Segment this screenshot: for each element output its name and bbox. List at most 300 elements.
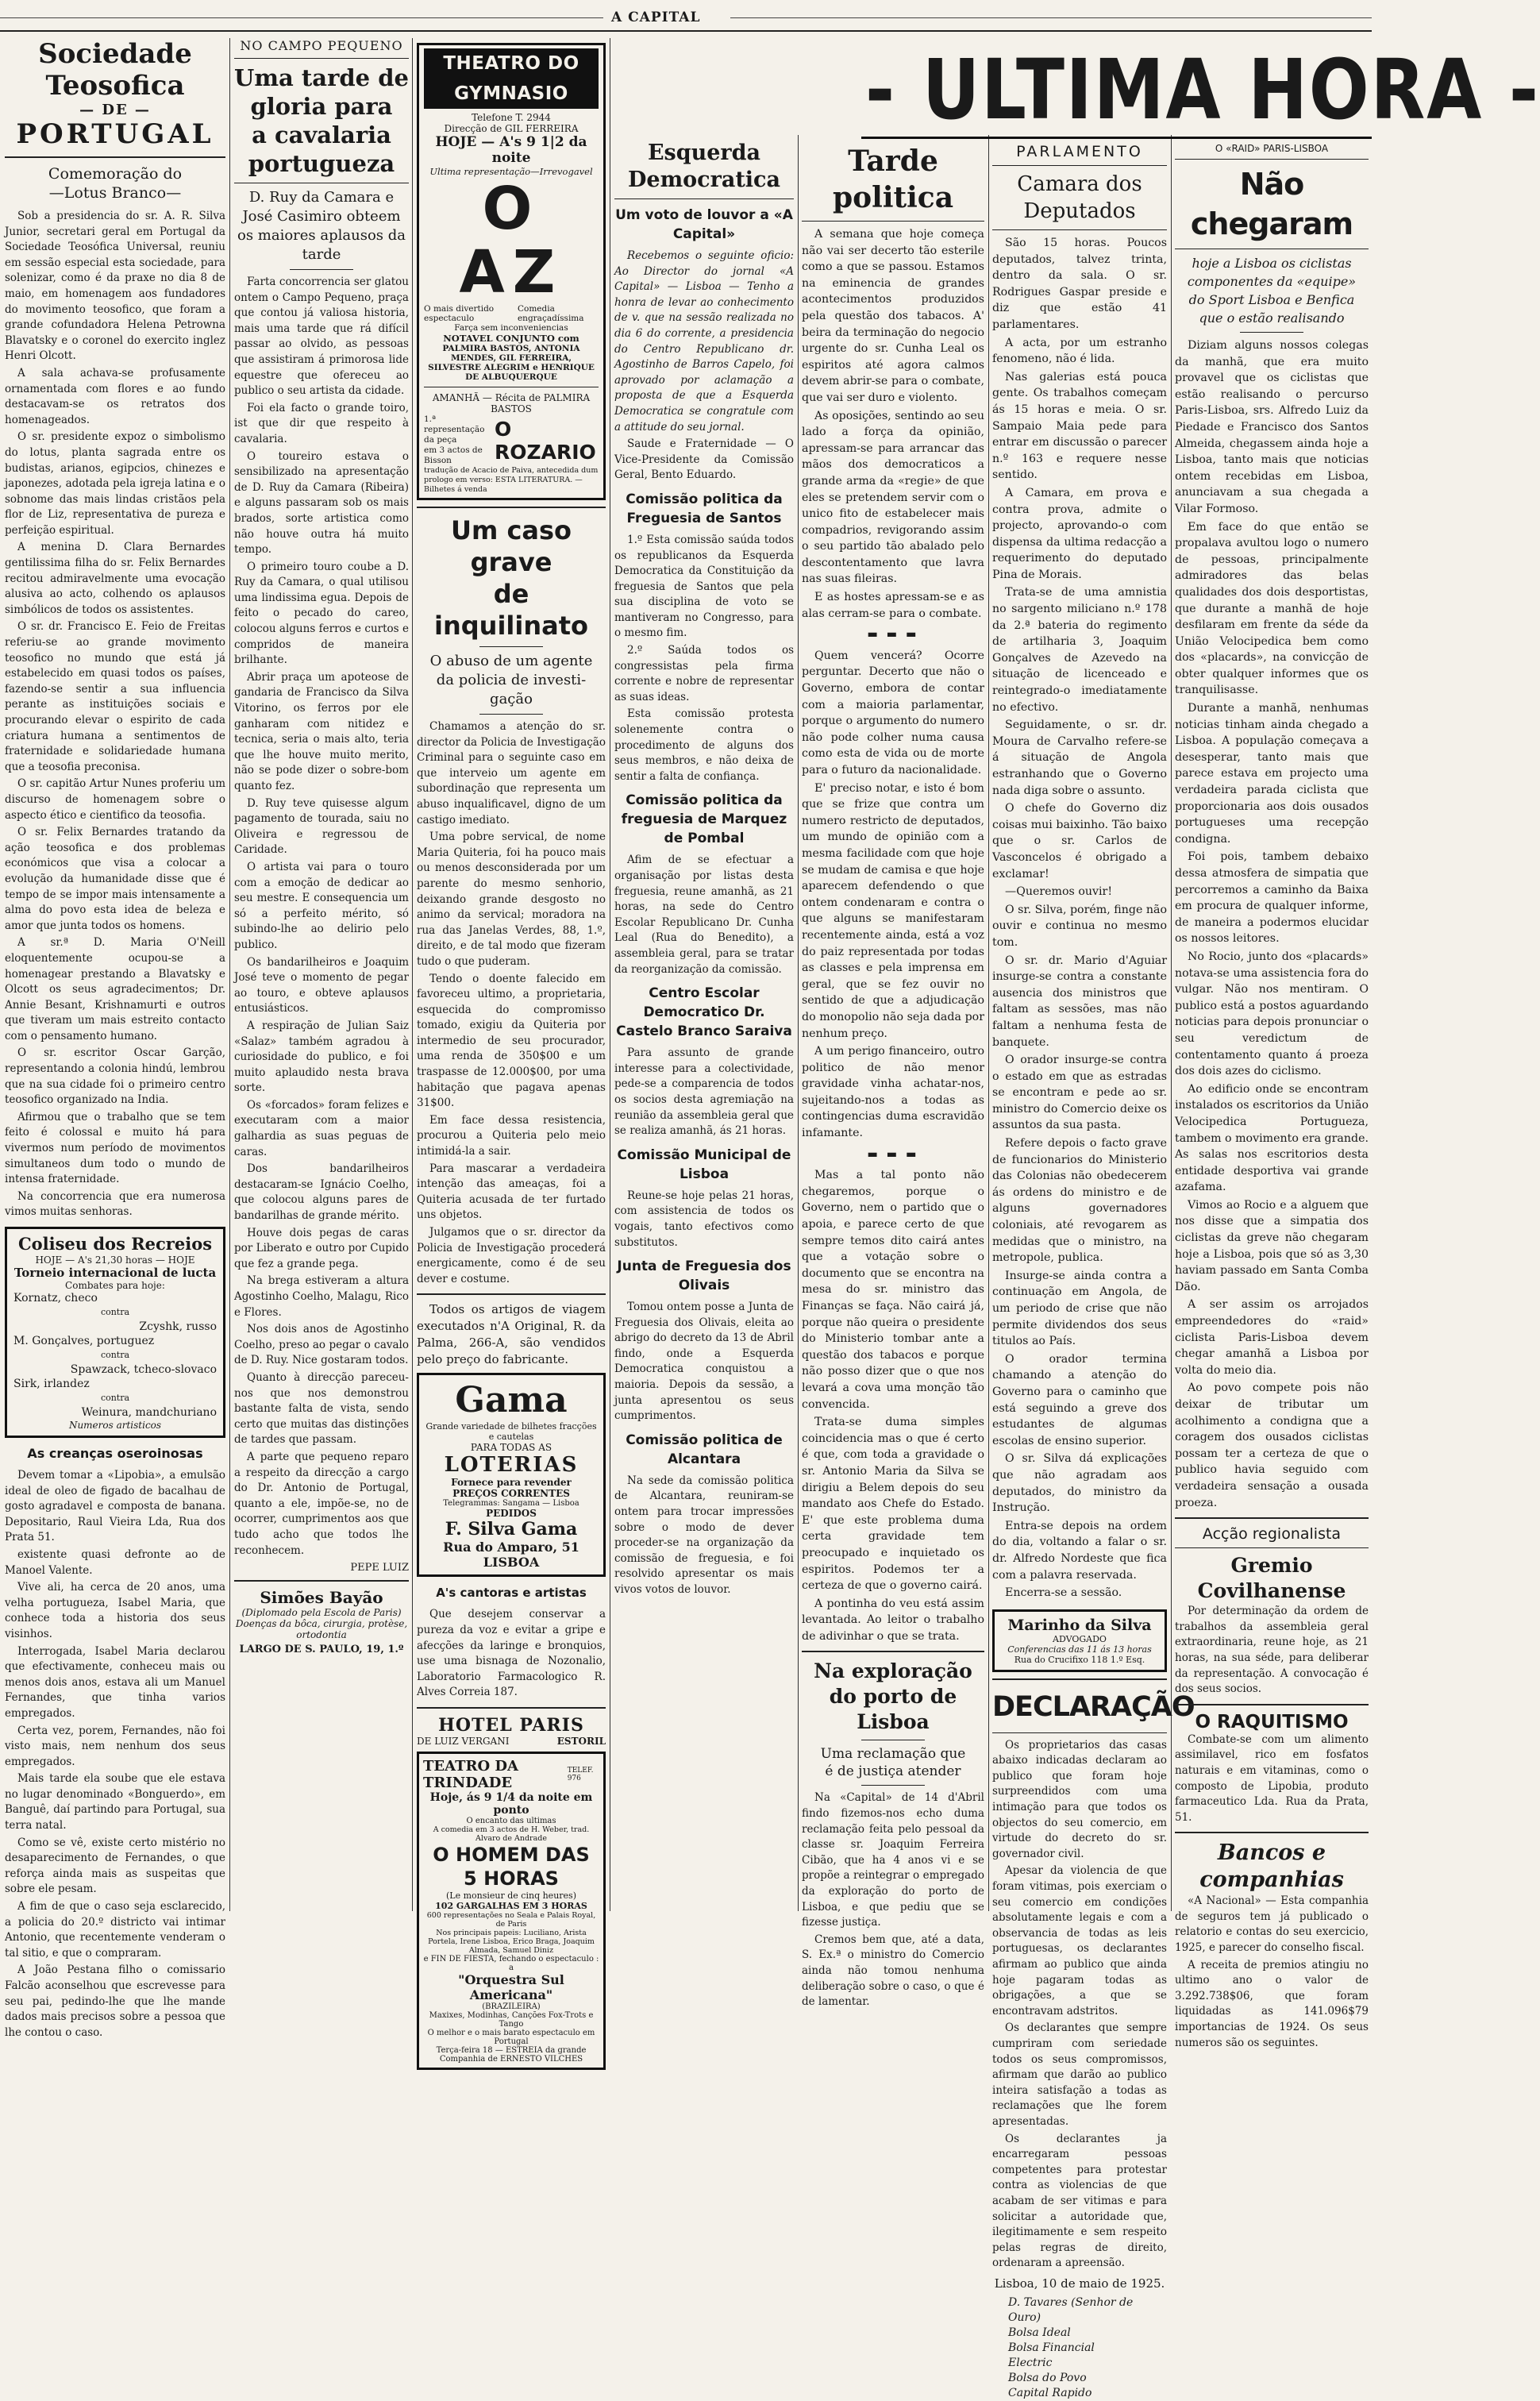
paragraph: A sr.ª D. Maria O'Neill eloquentemente ocupou-se a homenagear prestando a Blavatsky e Olcott os seus agradecimentos; Dr. Annie Besant, Krishnamurti e outros que tiveram um mais estreito contacto com o pensamento humano.	[5, 936, 225, 1042]
gama-line: Fornece para revender	[451, 1477, 572, 1489]
paragraph: O sr. dr. Francisco E. Feio de Freitas referiu-se ao grande movimento teosofico no mundo que está já estabelecido em quasi todos os países, fazendo-se sentir a sua influencia perante as instituições sociais e procurando elevar o espirito de cada criatura humana a sentimentos de fraternidade e solidariedade humana que a teosofia preconisa.	[5, 620, 225, 773]
trindade-det: e FIN DE FIESTA, fechando o espectaculo : a	[423, 1954, 599, 1972]
divider	[234, 1580, 409, 1582]
paragraph: Vive ali, ha cerca de 20 anos, uma velha portugueza, Isabel Maria, que conhece toda a historia dos seus visinhos.	[5, 1581, 225, 1640]
bout-line: Weinura, mandchuriano	[81, 1406, 217, 1419]
paragraph: Na concorrencia que era numerosa vimos muitas senhoras.	[5, 1189, 225, 1219]
paragraph: A João Pestana filho o comissario Falcão aconselhou que escrevesse para seu pai, pedindo-lhe que lhe mande dados mais precisos sobre a pessoa que lhe contou o caso.	[5, 1964, 225, 2039]
article-teosofica	[5, 209, 225, 1220]
hotel-title: HOTEL PARIS	[438, 1714, 584, 1736]
paragraph: Dos bandarilheiros destacaram-se Ignácio Coelho, que colocou alguns pares de bandarilhas de grande mérito.	[234, 1162, 409, 1223]
paragraph: 1.º Esta comissão saúda todos os republicanos da Esquerda Democratica da Constituição da freguesia de Santos que pela sua disciplina de voto se mantiveram no Congresso, para o mesmo fim.	[614, 533, 794, 640]
headline-olivais: Junta de Freguesia dos Olivais	[617, 1258, 791, 1294]
gymnasio-last: Ultima representação—Irrevogavel	[429, 166, 593, 177]
separator: ▬ ▬ ▬	[867, 1147, 919, 1161]
paragraph: Durante a manhã, nenhumas noticias tinham ainda chegado a Lisboa. A população começava a desesperar, tanto mais que parece estava em projecto uma verdadeira parada ciclista que proporcionaria aos dois ousados portugueses uma recepção condigna.	[1175, 702, 1369, 846]
divider	[614, 198, 794, 199]
paragraph: Houve dois pegas de caras por Liberato e outro por Cupido que fez a grande pega.	[234, 1226, 409, 1270]
paragraph: Os declarantes ja encarregaram pessoas competentes para protestar contra as violencias de que acabam de ser vitimas e para solicitar a autoridade que, ilegitimamente e sem respeito pelas regras de direito, ordenaram a apreensão.	[992, 2132, 1167, 2270]
gama-title: Gama	[455, 1380, 568, 1421]
headline-creancas: As creanças oseroinosas	[27, 1446, 203, 1461]
divider	[992, 165, 1167, 166]
bout-line: contra	[100, 1393, 130, 1403]
trindade-sub: O encanto das ultimas	[466, 1816, 556, 1825]
deck-porto	[802, 1745, 984, 1780]
deck-line: Uma reclamação que	[820, 1746, 966, 1763]
gama-line: F. Silva Gama	[445, 1519, 578, 1540]
deck-line: gação	[490, 691, 533, 707]
paragraph: A sala achava-se profusamente ornamentada com flores e ao fundo destacavam-se os retratos dos homenageados.	[5, 366, 225, 426]
signature-line: Bolsa Financial	[1008, 2341, 1095, 2354]
paragraph: —Queremos ouvir!	[1005, 885, 1113, 899]
bout-line: contra	[100, 1307, 130, 1317]
paragraph: existente quasi defronte ao de Manoel Valente.	[5, 1547, 225, 1577]
paragraph: Trata-se de uma amnistia no sargento miliciano n.º 178 da 2.ª bateria do regimento de artilharia 3, Joaquim Gonçalves de Azevedo na situação de licenceado e reintegrado-o imediatamente no efectivo.	[992, 586, 1167, 714]
bout-line: Kornatz, checo	[13, 1292, 98, 1305]
paragraph: A receita de premios atingiu no ultimo ano o valor de 3.292.738$06, que foram liquidadas as 141.096$79 importancias de 1924. Os seus numeros são os seguintes.	[1175, 1958, 1369, 2049]
subhead-lotus: —Lotus Branco—	[48, 184, 182, 202]
paragraph: Esta comissão protesta solenemente contra o procedimento de alguns dos seus membros, e não deixa de sentir a falta de confiança.	[614, 707, 794, 783]
column-rule	[412, 38, 413, 1911]
coliseu-line: Combates para hoje:	[65, 1280, 165, 1291]
headline-caso	[417, 514, 606, 642]
paragraph: Interrogada, Isabel Maria declarou que efectivamente, conheceu mais ou menos dois anos, estava ali um Manuel Fernandes, que tinha varios empregados.	[5, 1644, 225, 1720]
paragraph: Trata-se duma simples coincidencia mas o que é certo é que, com toda a gravidade o sr. Antonio Maria da Silva se dirigiu a Belem depois do seu mandato aos Chefe do Estado. E' que este problema duma certa gravidade tem preocupado e inquietado os espiritos. Podemos ter a certeza de que o governo cairá.	[802, 1416, 984, 1593]
kicker-accao: Acção regionalista	[1202, 1525, 1342, 1544]
coliseu-title: Coliseu dos Recreios	[17, 1234, 213, 1254]
paragraph: Certa vez, porem, Fernandes, não foi visto mais, nem nenhum dos seus empregados.	[5, 1724, 225, 1768]
paragraph: Nas galerias está pouca gente. Os trabalhos começam ás 15 horas e meia. O sr. Sampaio Maia pede para entrar em discussão o parecer n.º 163 e requere nesse sentido.	[992, 370, 1167, 482]
deck-line: é de justiça atender	[825, 1763, 961, 1780]
divider	[417, 1293, 606, 1295]
column-rule	[798, 135, 799, 1911]
paragraph: Foi ela facto o grande toiro, ist que dir que respeito à cavalaria.	[234, 401, 409, 445]
paragraph: Farta concorrencia ser glatou ontem o Campo Pequeno, praça que contou já valiosa historia, mais uma tarde que rá difícil passar ao olvido, as pessoas que assistiram á primorosa lide equestre que ofereceu ao publico o seu artista da cidade.	[234, 276, 409, 398]
ad-trindade	[417, 1752, 606, 2070]
divider	[1175, 1704, 1369, 1705]
deck-line: da policia de investi-	[436, 672, 587, 688]
ad-viagem	[417, 1301, 606, 1368]
deck-caso	[417, 652, 606, 709]
paragraph: Os bandarilheiros e Joaquim José teve o momento de pegar ao touro, e obteve aplausos entusiásticos.	[234, 955, 409, 1016]
article-caso	[417, 719, 606, 1287]
headline-voto: Um voto de louvor a «A Capital»	[615, 207, 793, 242]
gymnasio-prem	[424, 414, 490, 466]
gama-line: PARA TODAS AS	[470, 1442, 552, 1454]
divider	[1175, 1832, 1369, 1833]
gymnasio-today: HOJE — A's 9 1|2 da noite	[435, 134, 587, 166]
hotel-sub-row	[417, 1736, 606, 1747]
column-7	[1175, 143, 1369, 2049]
paragraph: Apesar da violencia de que foram vitimas, pois exerciam o seu comercio em condições absolutamente legais e com a observancia de todas as leis portuguesas, os declarantes afirmam ao publico que ainda hoje pagaram todas as obrigações, a que se encontravam adstritos.	[992, 1864, 1167, 2018]
coliseu-line: Torneio internacional de lucta	[13, 1266, 217, 1280]
ultima-hora-banner: - ULTIMA HORA -	[865, 41, 1540, 138]
trindade-title: TEATRO DA TRINDADE	[423, 1757, 518, 1791]
paragraph: No Rocio, junto dos «placards» notava-se uma assistencia fora do vulgar. Não nos mentiram. O publico está a postos aguardando noticias para depois pronunciar o seu veredictum de contentamento quanto á proeza dos dois azes do ciclismo.	[1175, 950, 1369, 1078]
headline-raquitismo: O RAQUITISMO	[1195, 1711, 1349, 1732]
trindade-today: Hoje, ás 9 1/4 da noite em ponto	[429, 1790, 593, 1817]
signature-line: Bolsa Ideal	[1008, 2326, 1071, 2339]
gama-line: Grande variedade de bilhetes fracções e cautelas	[425, 1421, 597, 1443]
paragraph: Em face dessa resistencia, procurou a Quiteria pelo meio intimidá-la a sair.	[417, 1113, 606, 1158]
trindade-det: Maxixes, Modinhas, Canções Fox-Trots e Tango	[429, 2010, 594, 2029]
paragraph: A um perigo financeiro, outro politico de não menor gravidade vinha achatar-nos, sujeitando-nos a todas as contingencias duma escravidão infamante.	[802, 1045, 984, 1140]
gama-line: LISBOA	[483, 1555, 540, 1570]
paragraph: O sr. escritor Oscar Garção, representando a colonia hindú, lembrou que na sua cidade foi o primeiro centro teosofico organizado na India.	[5, 1046, 225, 1107]
paragraph: A ser assim os arrojados empreendedores do «raid» ciclista Paris-Lisboa devem chegar amanhã a Lisboa por volta do meio dia.	[1175, 1298, 1369, 1377]
paragraph: A acta, por um estranho fenomeno, não é lida.	[992, 336, 1167, 366]
gymnasio-desc	[424, 304, 599, 323]
headline-line: Um caso grave	[450, 515, 572, 577]
paragraph: Tomou ontem posse a Junta de Freguesia dos Olivais, eleita ao abrigo do decreto da 13 de Abril findo, onde a Esquerda Democratica conquistou a maioria. Depois da sessão, a junta apresentou os seus cumprimentos.	[614, 1301, 794, 1423]
ad-hotel-paris	[417, 1715, 606, 1747]
bout-line: Zcyshk, russo	[139, 1320, 217, 1333]
header-rule-right	[730, 17, 1372, 18]
divider	[802, 1651, 984, 1652]
headline-camara: Camara dos Deputados	[1017, 172, 1142, 223]
paragraph: A fim de que o caso seja esclarecido, a policia do 20.º districto vai intimar Antonio, que recentemente venderam o tal sitio, e que o compraram.	[5, 1900, 225, 1960]
paragraph: Ao edificio onde se encontram instalados os escritorios da União Velocipedica Portugueza, tambem o movimento era grande. As salas nos escritorios desta entidade desportiva vai grande azafama.	[1175, 1082, 1369, 1194]
paragraph: Para mascarar a verdadeira intenção das ameaças, foi a Quiteria acusada de ter furtado uns objetos.	[417, 1162, 606, 1222]
paragraph: Vimos ao Rocio e a alguem que nos disse que a simpatia dos ciclistas da greve não chegaram hoje a Lisboa, pois que só as 3,30 haviam passado em Santa Comba Dão.	[1175, 1198, 1369, 1293]
divider	[5, 156, 225, 158]
trindade-play: O HOMEM DAS 5 HORAS	[433, 1843, 590, 1890]
paragraph: 2.º Saúda todos os congressistas pela firma corrente e nobre de representar as suas ideas.	[614, 644, 794, 703]
signature-line: Electric	[1008, 2356, 1053, 2369]
signature-line: D. Tavares (Senhor de Ouro)	[1008, 2295, 1134, 2324]
subhead-comemoracao: Comemoração do	[48, 165, 183, 183]
ad-coliseu	[5, 1227, 225, 1438]
gama-line: PEDIDOS	[486, 1508, 537, 1520]
paragraph: Foi pois, tambem debaixo dessa atmosfera de simpatia que percorremos a caminho da Baixa em procura de qualquer informe, de maneira a podermos elucidar os nossos leitores.	[1175, 850, 1369, 946]
prem-line: 1.ª representação da peça	[424, 414, 485, 445]
paragraph: A Camara, em prova e contra prova, admite o projecto, aprovando-o com dispensa da ultima redacção a requerimento do deputado Pina de Morais.	[992, 486, 1167, 581]
divider	[1175, 1517, 1369, 1519]
headline-alcantara: Comissão politica de Alcantara	[626, 1432, 783, 1467]
paragraph: Refere depois o facto grave de funcionarios do Ministerio das Colonias não obedecerem ás ordens do ministro e de alguns governadores coloniais, até revogarem as medidas que o ministro, na metropole, publica.	[992, 1137, 1167, 1265]
paragraph: E' preciso notar, e isto é bom que se frize que contra um numero restricto de deputados, um mundo de opinião com a mesma facilidade com que hoje se mudam de camisa e que hoje aparecem defendendo o que ontem condenaram e contra o que alguns se manifestaram recentemente ainda, está a voz do paiz representada por todas as classes e pela imprensa em geral, que se fez ouvir no sentido de que a adjudicação do monopolio não seja dada por nenhum preço.	[802, 781, 984, 1040]
trindade-det: 600 representações no Seala e Palais Royal, de Paris	[426, 1910, 596, 1929]
signature: PEPE LUIZ	[350, 1562, 409, 1574]
column-3	[417, 38, 606, 2064]
headline-line: Uma tarde de gloria para	[234, 64, 409, 120]
divider	[1175, 159, 1369, 160]
paragraph: Chamamos a atenção do sr. director da Policia de Investigação Criminal para o seguinte caso em que interveio um agente em subordinação que representa um abuso inqualificavel, digno de um castigo imediato.	[417, 720, 606, 827]
bout-line: Sirk, irlandez	[13, 1378, 90, 1390]
paragraph: O sr. presidente expoz o simbolismo do lotus, planta sagrada entre os budistas, arianos, egipcios, chinezes e japonezes, adotada pela igreja latina e o sobnome das mais lindas cristãos pela flor de Liz, representativa de pureza e perfeição espiritual.	[5, 430, 225, 537]
marinho-hours: Conferencias das 11 ás 13 horas	[1007, 1644, 1152, 1655]
column-rule	[229, 38, 230, 1911]
ad-line: Doenças da bôca, cirurgia, protèse, ortodontia	[235, 1618, 408, 1641]
gama-line: LOTERIAS	[444, 1453, 579, 1478]
divider	[1240, 332, 1303, 333]
paragraph: Quanto à direcção pareceu-nos que nos demonstrou bastante falta de vista, sendo certo que muitas das distinções de tardes que passam.	[234, 1370, 409, 1447]
marinho-addr: Rua do Crucifixo 118 1.º Esq.	[1014, 1654, 1145, 1665]
paragraph: O sr. Silva dá explicações que não agradam aos deputados, do ministro da Instrução.	[992, 1452, 1167, 1515]
kicker-raid: O «RAID» PARIS-LISBOA	[1215, 143, 1329, 154]
deck-line: D. Ruy da Camara e	[248, 189, 395, 206]
deck-line: os maiores aplausos da	[237, 227, 406, 244]
bout-line: M. Gonçalves, portuguez	[13, 1335, 155, 1347]
ad-addr: LARGO DE S. PAULO, 19, 1.º	[239, 1644, 404, 1656]
paragraph: A pontinha do veu está assim levantada. Ao leitor o trabalho de adivinhar o que se trata.	[802, 1597, 984, 1643]
gymnasio-cast: PALMIRA BASTOS, ANTONIA MENDES, GIL FERREIRA,	[442, 344, 580, 363]
hotel-sub: DE LUIZ VERGANI	[417, 1735, 510, 1747]
desc-text: Comedia engraçadíssima	[517, 304, 584, 323]
gymnasio-play: O AZ	[459, 175, 564, 306]
article-tarde-politica	[802, 226, 984, 1644]
gymnasio-prem3: tradução de Acacio de Paiva, antecedida dum prologo em verso: ESTA LITERATURA. — Bilhetes á venda	[424, 466, 599, 494]
kicker-parlamento: PARLAMENTO	[1016, 143, 1143, 160]
ad-sub: (Diplomado pela Escola de Paris)	[241, 1607, 402, 1619]
paragraph: Todos os artigos de viagem executados n'A Original, R. da Palma, 266-A, são vendidos pelo preço do fabricante.	[417, 1302, 606, 1367]
paragraph: Por determinação da ordem de trabalhos da assembleia geral extraordinaria, reune hoje, as 21 horas, na sua séde, para deliberar da representação. A convocação é dos seus socios.	[1175, 1605, 1369, 1696]
trindade-det: Terça-feira 18 — ESTREIA da grande Companhia de ERNESTO VILCHES	[436, 2045, 587, 2064]
divider	[479, 646, 543, 647]
declaracao-date: Lisboa, 10 de maio de 1925.	[994, 2276, 1165, 2291]
kicker-campo-pequeno: NO CAMPO PEQUENO	[240, 38, 403, 53]
banner-rule	[861, 137, 1372, 139]
article-camara	[992, 235, 1167, 1601]
paragraph: O sr. capitão Artur Nunes proferiu um discurso de homenagem sobre o aspecto ético e cientifico da teosofia.	[5, 777, 225, 822]
gama-line: PREÇOS CORRENTES	[452, 1488, 570, 1500]
headline-bancos: Bancos e companhias	[1199, 1840, 1344, 1893]
article-alcantara	[614, 1474, 794, 1598]
masthead-title: A CAPITAL	[611, 10, 701, 25]
paragraph: Saude e Fraternidade — O Vice-Presidente da Comissão Geral, Bento Eduardo.	[614, 437, 794, 482]
paragraph: Quem vencerá? Ocorre perguntar. Decerto que não o Governo, embora de contar com a maioria parlamentar, porque o argumento do numero não pode colher numa causa como esta de vida ou de morte para o futuro da nacionalidade.	[802, 649, 984, 777]
divider	[802, 221, 984, 222]
headline-declaracao: DECLARAÇÃO	[992, 1690, 1195, 1723]
paragraph: Encerra-se a sessão.	[1005, 1586, 1122, 1600]
header-rule-left	[0, 17, 603, 18]
paragraph: A menina D. Clara Bernardes gentilissima filha do sr. Felix Bernardes recitou admiravelmente uma evocação alusiva ao acto, colhendo os aplausos simbólicos de todos os assistentes.	[5, 541, 225, 616]
paragraph: Afirmou que o trabalho que se tem feito é colossal e muito há para vivermos num período de movimentos simultaneos dum todo o mundo de intensa fraternidade.	[5, 1110, 225, 1186]
paragraph: Tendo o doente falecido em favoreceu ultimo, a proprietaria, esquecida do compromisso tomado, exigiu da Quiteria por intermedio de seu procurador, uma renda de 350$00 e um traspasse de 12.000$00, por uma habitação que pagava apenas 31$00.	[417, 972, 606, 1110]
desc-text: O mais divertido espectaculo	[424, 304, 495, 323]
paragraph: O artista vai para o touro com a emoção de dedicar ao seu mestre. E consequencia um só a perfeito mérito, só subindo-lhe ao delirio pelo publico.	[234, 860, 409, 951]
paragraph: Mais tarde ela soube que ele estava no lugar denominado «Bonguerdo», em Banguê, daí partindo para Portugal, sua terra natal.	[5, 1772, 225, 1833]
article-gloria	[234, 275, 409, 1559]
bout-line: Spawzack, tcheco-slovaco	[70, 1363, 217, 1376]
trindade-sub: A comedia em 3 actos de H. Weber, trad. Alvaro de Andrade	[433, 1825, 590, 1843]
paragraph: Reune-se hoje pelas 21 horas, com assistencia de todos os vogais, tanto efectivos como substitutos.	[614, 1189, 794, 1249]
paragraph: Os «forcados» foram felizes e executaram com a maior galhardia as suas peguas de caras.	[234, 1098, 409, 1158]
divider	[417, 1707, 606, 1709]
paragraph: São 15 horas. Poucos deputados, talvez trinta, dentro da sala. O sr. Rodrigues Gaspar preside e diz que estão 41 parlamentares.	[992, 237, 1167, 331]
gymnasio-play2: O ROZARIO	[495, 417, 596, 464]
divider	[861, 1785, 925, 1786]
paragraph: As oposições, sentindo ao seu lado a força da opinião, apressam-se para arrancar das mãos dos democraticos a grande arma da «regie» de que eles se pretendem servir com o unico fito de estabelecer mais compadrios, revigorando assim o seu partido tão abalado pelo descontentamento que lavra nas suas fileiras.	[802, 409, 984, 586]
trindade-det: Nos principais papeis: Luciliano, Arista Portela, Irene Lisboa, Erico Braga, Joaquim Almada, Samuel Diniz	[428, 1928, 595, 1955]
paragraph: A parte que pequeno reparo a respeito da direcção a cargo do Dr. Antonio de Portugal, quanto a ele, impõe-se, no de ocorrer, cumprimentos aos que tudo acho que todos lhe reconhecem.	[234, 1450, 409, 1557]
column-1	[5, 38, 225, 2039]
gymnasio-dir: Direcção de GIL FERREIRA	[444, 123, 579, 134]
coliseu-bouts	[13, 1291, 217, 1420]
headline-nao-chegaram: Não chegaram	[1190, 167, 1353, 241]
trindade-top	[423, 1758, 599, 1791]
signature-line: Capital Rapido	[1008, 2386, 1092, 2399]
article-castelo	[614, 1046, 794, 1139]
article-pombal	[614, 853, 794, 977]
column-rule	[988, 135, 989, 1911]
article-olivais	[614, 1300, 794, 1424]
prem-line: em 3 actos de Bisson	[424, 445, 483, 465]
paragraph: O chefe do Governo diz coisas mui baixinho. Tão baixo que o sr. Carlos de Vasconcelos é obrigado a exclamar!	[992, 802, 1167, 881]
divider	[992, 1678, 1167, 1680]
gama-line: Telegrammas: Sangama — Lisboa	[443, 1499, 579, 1509]
headline-portugal: PORTUGAL	[16, 118, 214, 150]
gymnasio-tomorrow: AMANHÃ — Récita de PALMIRA BASTOS	[432, 392, 591, 414]
ad-gama	[417, 1373, 606, 1577]
deck-line: O abuso de um agente	[429, 653, 593, 669]
paragraph: O sr. Silva, porém, finge não ouvir e continua no mesmo tom.	[992, 903, 1167, 949]
paragraph: Devem tomar a «Lipobia», a emulsão ideal de oleo de figado de bacalhau de gosto agradavel e composta de banana. Depositario, Raul Vieira Lda, Rua dos Prata 51.	[5, 1469, 225, 1544]
gymnasio-cast: SILVESTRE ALEGRIM e HENRIQUE DE ALBUQUERQUE	[428, 363, 595, 382]
gymnasio-next	[424, 414, 599, 466]
headline-santos: Comissão politica da Freguesia de Santos	[626, 491, 783, 526]
paragraph: Mas a tal ponto não chegaremos, porque o Governo, nem o partido que o apoia, e parece certo de que sempre temos dito cairá antes que a votação sobre o documento que se encontra na mesa do sr. ministro das Finanças se faça. Não cairá já, porque não queira o presidente do Ministerio tombar ante a questão dos tabacos e porque não posso dizer que o que nos levará a cova uma monção tão convencida.	[802, 1169, 984, 1411]
paragraph: Nos dois anos de Agostinho Coelho, preso ao pegar o cavalo de D. Ruy. Nice gostaram todos.	[234, 1323, 409, 1367]
divider	[290, 269, 353, 270]
paragraph: «A Nacional» — Esta companhia de seguros tem já publicado o relatorio e contas do seu exercicio, 1925, e parecer do conselho fiscal.	[1175, 1894, 1369, 1955]
paragraph: Em face do que então se propalava avultou logo o numero de pessoas, principalmente admiradores das belas qualidades dos dois desportistas, que durante a manhã de hoje desfilaram em frente da séde da União Velocipedica bem como dos «placards», na convicção de obter qualquer informes que os tranquilisasse.	[1175, 520, 1369, 697]
headline-pombal: Comissão politica da freguesia de Marquez de Pombal	[621, 792, 787, 847]
paragraph: E as hostes apressam-se e as alas cerram-se para o combate.	[802, 591, 984, 620]
headline-esquerda: Esquerda Democratica	[628, 141, 780, 192]
ad-marinho	[992, 1609, 1167, 1672]
divider	[234, 58, 409, 59]
article-voto	[614, 249, 794, 484]
paragraph: O sr. dr. Mario d'Aguiar insurge-se contra a constante ausencia dos ministros que faltam as sessões, mas não faltam a nenhuma festa de banquete.	[992, 954, 1167, 1049]
hotel-side: ESTORIL	[556, 1735, 606, 1747]
paragraph: Na «Capital» de 14 d'Abril findo fizemos-nos echo duma reclamação feita pelo pessoal da classe sr. Joaquim Ferreira Cibão, que ha 4 anos vi e se propõe a reintegrar o empregado da exploração do porto de Lisboa, e que pediu que se fizesse justiça.	[802, 1791, 984, 1929]
paragraph: Afim de se efectuar a organisação por listas desta freguesia, reune amanhã, as 21 horas, na sede do Centro Escolar Republicano Dr. Cunha Leal (Rua do Benedito), a assembleia geral, para se tratar da reorganização da comissão.	[614, 854, 794, 976]
paragraph: Os proprietarios das casas abaixo indicadas declaram ao publico que foram hoje surpreendidos com uma intimação para que todos os objectos do seu comercio, em virtude do decreto do sr. governador civil.	[992, 1738, 1167, 1860]
declaracao-signatures	[992, 2295, 1167, 2401]
marinho-name: Marinho da Silva	[1007, 1616, 1152, 1634]
article-lisboa	[614, 1189, 794, 1251]
paragraph: Cremos bem que, até a data, S. Ex.ª o ministro do Comercio ainda não tomou nenhuma deliberação sobre o caso, o que é de lamentar.	[802, 1933, 984, 2009]
paragraph: Diziam alguns nossos colegas da manhã, que era muito provavel que os ciclistas que estão realisando o percurso Paris-Lisboa, srs. Alfredo Luiz da Piedade e Francisco dos Santos Almeida, chegassem ainda hoje a Lisboa, tanto mais que noticias ontem recebidas em Lisboa, anunciavam a sua chegada a Vilar Formoso.	[1175, 339, 1369, 515]
article-raid	[1175, 337, 1369, 1511]
paragraph: Na sede da comissão politica de Alcantara, reuniram-se ontem para trocar impressões sobre o modo de dever proceder-se na organização da comissão de freguesia, e foi resolvido apresentar os mais vivos votos de louvor.	[614, 1474, 794, 1596]
trindade-lines: 102 GARGALHAS EM 3 HORAS	[435, 1900, 587, 1911]
trindade-orch2: (BRAZILEIRA)	[482, 2002, 541, 2011]
coliseu-line: HOJE — A's 21,30 horas — HOJE	[35, 1254, 195, 1266]
headline-porto: Na exploração do porto de Lisboa	[814, 1659, 972, 1734]
article-declaracao	[992, 1738, 1167, 2272]
paragraph: Combate-se com um alimento assimilavel, rico em fosfatos naturais e em vitaminas, como o composto de Lipobia, produto farmaceutico Lda. Rua da Prata, 51.	[1175, 1732, 1369, 1824]
column-5	[802, 143, 984, 2009]
headline-de: — DE —	[79, 102, 151, 118]
gama-line: Rua do Amparo, 51	[443, 1540, 579, 1555]
coliseu-foot: Numeros artisticos	[68, 1420, 162, 1431]
paragraph: A semana que hoje começa não vai ser decerto tão esterile como a que se passou. Estamos na eminencia de grandes acontecimentos produzidos pela questão dos tabacos. A' beira da terminação do negocio urgente do sr. Cunha Leal os espiritos até agora calmos devem abrir-se para o combate, que vai ser duro e violento.	[802, 228, 984, 404]
article-cantoras	[417, 1607, 606, 1701]
ad-name: Simões Bayão	[260, 1588, 383, 1608]
paragraph: Que desejem conservar a pureza da voz e evitar a gripe e afecções da laringe e bronquios, use uma bisnaga de Nozonalio, Laboratorio Farmacologico R. Alves Correia 187.	[417, 1608, 606, 1699]
headline-gloria	[234, 64, 409, 178]
signature-line: Bolsa do Povo	[1008, 2371, 1087, 2384]
column-2	[234, 38, 409, 1914]
article-raquitismo	[1175, 1732, 1369, 1826]
running-header	[0, 5, 1372, 32]
paragraph: Como se vê, existe certo mistério no desaparecimento de Fernandes, o que reforça ainda mais as suspeitas que sobre ele pesam.	[5, 1836, 225, 1896]
paragraph: Insurge-se ainda contra a continuação em Angola, de um periodo de crise que não permite dividendos dos seus titulos ao País.	[992, 1269, 1167, 1348]
gymnasio-title: THEATRO DO GYMNASIO	[424, 48, 599, 109]
paragraph: O orador insurge-se contra o estado em que as estradas se encontram e pede ao sr. ministro do Comercio deixe os assuntos da sua pasta.	[992, 1054, 1167, 1132]
article-santos	[614, 533, 794, 785]
paragraph: Na brega estiveram a altura Agostinho Coelho, Malagu, Rico e Flores.	[234, 1274, 409, 1319]
trindade-det: O melhor e o mais barato espectaculo em Portugal	[427, 2028, 595, 2046]
article-bancos	[1175, 1894, 1369, 2051]
deck-line: José Casimiro obteem	[242, 208, 401, 225]
paragraph: O sr. Felix Bernardes tratando da ação teosofica e dos problemas económicos que visa a colocar a evolução da humanidade disse que é tempo de se impor mais intensamente a alma do povo esta idea de beleza e amor que junta todos os homens.	[5, 826, 225, 932]
deck-line: tarde	[302, 246, 341, 263]
divider	[1175, 1547, 1369, 1548]
article-creancas	[5, 1468, 225, 2041]
gymnasio-phone: Telefone T. 2944	[472, 112, 551, 123]
column-6	[992, 143, 1195, 2399]
paragraph: O orador termina chamando a atenção do Governo para o caminho que está seguindo a greve dos estudantes de algumas escolas de ensino superior.	[992, 1352, 1167, 1447]
column-rule	[1171, 135, 1172, 1911]
divider	[417, 507, 606, 508]
column-4	[614, 38, 794, 1914]
gymnasio-desc3: Farça sem inconveniencias	[454, 323, 568, 333]
headline-cantoras: A's cantoras e artistas	[436, 1586, 587, 1601]
paragraph: Os declarantes que sempre cumpriram com seriedade todos os seus compromissos, afirmam que darão ao publico inteira satisfação a todas as reclamações que lhe forem apresentadas.	[992, 2021, 1167, 2128]
article-porto	[802, 1790, 984, 2010]
paragraph: O toureiro estava o sensibilizado na apresentação de D. Ruy da Camara (Ribeira) e alguns passaram sob os mais brados, sorte artistica como não houve outra há muito tempo.	[234, 449, 409, 557]
marinho-role: ADVOGADO	[1053, 1633, 1107, 1644]
headline-line: de inquilinato	[434, 579, 588, 641]
headline-castelo: Centro Escolar Democratico Dr. Castelo Branco Saraiva	[616, 985, 792, 1040]
paragraph: Sob a presidencia do sr. A. R. Silva Junior, secretari geral em Portugal da Sociedade Teosófica Universal, reuniu em sessão especial esta sociedade, para solenizar, como é da praxe no dia 8 de maio, em homenagem aos fundadores do movimento teosofico, que foram a grande cofundadora Helena Petrowna Blavatsky e o coronel do exercito inglez Henri Olcott.	[5, 210, 225, 363]
headline-gremio: Gremio Covilhanense	[1197, 1554, 1346, 1603]
paragraph: Uma pobre servical, de nome Maria Quiteria, foi ha pouco mais ou menos desconsiderada por um parente do mesmo senhorio, deixando grande desgosto no animo da servical; moradora na rua das Janelas Verdes, 88, 1.º, direito, e de tal modo que fizeram tudo o que puderam.	[417, 831, 606, 968]
paragraph: Seguidamente, o sr. dr. Moura de Carvalho refere-se á situação de Angola estranhando que o Governo nada diga sobre o assunto.	[992, 719, 1167, 797]
paragraph: A respiração de Julian Saiz «Salaz» também agradou à curiosidade do publico, e foi muito aplaudido nesta brava sorte.	[234, 1019, 409, 1095]
paragraph: Julgamos que o sr. director da Policia de Investigação procederá energicamente, como é de seu dever e costume.	[417, 1226, 606, 1285]
divider	[992, 229, 1167, 230]
deck-gloria	[234, 188, 409, 264]
trindade-orig: (Le monsieur de cinq heures)	[446, 1890, 576, 1901]
paragraph: Entra-se depois na ordem do dia, voltando a falar o sr. dr. Alfredo Nordeste que fica com a palavra reservada.	[992, 1519, 1167, 1582]
divider	[479, 714, 543, 715]
headline-tarde-politica: Tarde politica	[832, 145, 954, 214]
ad-simoes-bayao	[234, 1588, 409, 1655]
deck-raid: hoje a Lisboa os ciclistas componentes da «equipe» do Sport Lisboa e Benfica que o estão realisando	[1187, 256, 1357, 326]
trindade-phone: TELEF. 976	[567, 1766, 594, 1782]
paragraph: Abrir praça um apoteose de gandaria de Francisco da Silva Vitorino, os ferros por ele ganharam com nitidez e tecnica, seria o mais alto, teria que lhe houve muito merito, não se pode dizer o sobre-bom quanto fez.	[234, 670, 409, 792]
ad-gymnasio	[417, 43, 606, 500]
paragraph: D. Ruy teve quisesse algum pagamento de tourada, saiu no Oliveira e regressou de Caridade.	[234, 796, 409, 857]
paragraph: O primeiro touro coube a D. Ruy da Camara, o qual utilisou uma lindissima egua. Depois de feito o pecado do careo, colocou alguns ferros e curtos e compridos de maneira brilhante.	[234, 560, 409, 667]
gymnasio-cast-head: NOTAVEL CONJUNTO com	[443, 333, 579, 344]
divider	[992, 1732, 1167, 1733]
separator: ▬ ▬ ▬	[867, 628, 919, 642]
trindade-orch: "Orquestra Sul Americana"	[458, 1971, 564, 2002]
article-gremio	[1175, 1604, 1369, 1698]
paragraph: Recebemos o seguinte oficio: Ao Director do jornal «A Capital» — Lisboa — Tenho a honra de levar ao conhecimento de v. que na sessão realizada no dia 6 do corrente, a presidencia do Centro Republicano dr. Agostinho de Barros Capelo, foi aprovado por aclamação a proposta de que a Esquerda Democratica se congratule com a attitude do seu jornal.	[614, 249, 794, 434]
bout-line: contra	[100, 1350, 130, 1360]
headline-teosofica: Sociedade Teosofica	[38, 38, 192, 102]
paragraph: Para assunto de grande interesse para a colectividade, pede-se a comparencia de todos os socios desta agremiação na reunião da assembleia geral que se realiza amanhã, ás 21 horas.	[614, 1046, 794, 1138]
headline-lisboa: Comissão Municipal de Lisboa	[617, 1147, 791, 1182]
headline-line: a cavalaria portugueza	[248, 121, 395, 177]
paragraph: Ao povo compete pois não deixar de tributar um acolhimento a condigna que a coragem dos ousados ciclistas possam ter a certeza de que o publico havia seguido com verdadeira sensação a ousada proeza.	[1175, 1382, 1369, 1509]
